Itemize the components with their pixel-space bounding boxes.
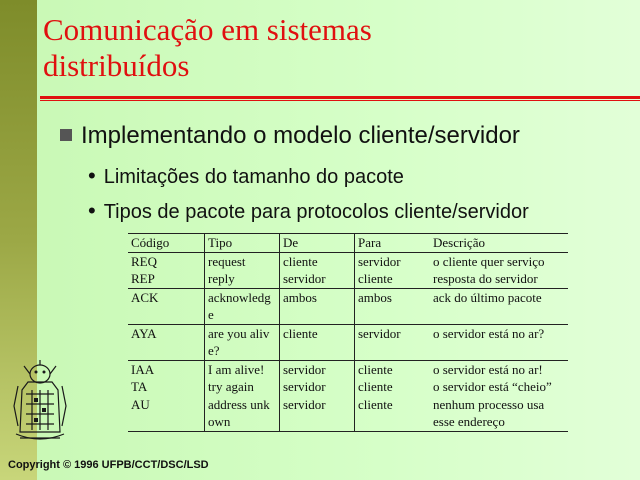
sub-bullet-text: Limitações do tamanho do pacote — [103, 166, 404, 188]
cell-line: cliente — [283, 253, 318, 269]
cell-line: resposta do servidor — [433, 271, 538, 286]
dot-bullet-icon: • — [88, 198, 96, 223]
cell-line: servidor — [283, 361, 326, 377]
packet-types-table — [128, 233, 568, 432]
table-row — [128, 324, 568, 360]
cell-tipo — [205, 252, 280, 288]
header-codigo: Código — [128, 234, 205, 253]
cell-codigo: AYA — [128, 324, 205, 360]
cell-de — [280, 360, 355, 431]
title-underline — [40, 96, 640, 99]
cell-line: address unkown — [208, 396, 270, 429]
cell-codigo: ACK — [128, 288, 205, 324]
cell-line: o cliente quer serviço — [433, 253, 545, 269]
table-header-row — [128, 234, 568, 253]
header-para: Para — [355, 234, 431, 253]
cell-para — [355, 252, 431, 288]
main-bullet — [60, 122, 520, 150]
table-row — [128, 252, 568, 288]
cell-codigo — [128, 360, 205, 431]
cell-line: REQ — [131, 253, 157, 269]
cell-line: cliente — [358, 379, 393, 394]
cell-line: cliente — [358, 271, 393, 286]
title-line-2: distribuídos — [43, 48, 190, 83]
table-row — [128, 288, 568, 324]
cell-tipo: acknowledge — [205, 288, 280, 324]
title-underline-thin — [40, 100, 640, 101]
copyright-notice: Copyright © 1996 UFPB/CCT/DSC/LSD — [8, 459, 209, 471]
cell-line: servidor — [283, 396, 326, 412]
cell-line: servidor — [358, 253, 401, 269]
cell-line: try again — [208, 379, 254, 394]
header-de: De — [280, 234, 355, 253]
sub-bullet-text: Tipos de pacote para protocolos cliente/servidor — [103, 201, 529, 223]
cell-line: request — [208, 253, 246, 269]
cell-line: IAA — [131, 361, 155, 377]
cell-line: servidor — [283, 379, 326, 394]
table-row — [128, 360, 568, 431]
cell-line: servidor — [283, 271, 326, 286]
cell-de: cliente — [280, 324, 355, 360]
slide-title — [43, 12, 603, 84]
cell-codigo — [128, 252, 205, 288]
cell-line: AU — [131, 396, 150, 412]
cell-tipo: are you alive? — [205, 324, 280, 360]
cell-para: ambos — [355, 288, 431, 324]
cell-line: cliente — [358, 396, 393, 412]
square-bullet-icon — [60, 129, 72, 141]
cell-descricao — [430, 360, 568, 431]
cell-line: reply — [208, 271, 235, 286]
sub-bullet-2 — [88, 198, 529, 224]
cell-line: o servidor está “cheio” — [433, 379, 552, 394]
cell-line: REP — [131, 271, 155, 286]
header-descricao: Descrição — [430, 234, 568, 253]
cell-line: cliente — [358, 361, 393, 377]
cell-line: nenhum processo usa esse endereço — [433, 396, 545, 429]
cell-line: o servidor está no ar! — [433, 361, 543, 377]
main-bullet-text: Implementando o modelo cliente/servidor — [81, 122, 520, 149]
ufpb-crest-icon — [10, 360, 70, 446]
cell-para: servidor — [355, 324, 431, 360]
cell-line: I am alive! — [208, 361, 265, 377]
dot-bullet-icon: • — [88, 163, 96, 188]
cell-line: TA — [131, 379, 148, 394]
sub-bullet-1 — [88, 163, 404, 189]
cell-tipo — [205, 360, 280, 431]
cell-de — [280, 252, 355, 288]
cell-para — [355, 360, 431, 431]
header-tipo: Tipo — [205, 234, 280, 253]
title-line-1: Comunicação em sistemas — [43, 12, 372, 47]
cell-descricao: o servidor está no ar? — [430, 324, 568, 360]
cell-descricao: ack do último pacote — [430, 288, 568, 324]
cell-de: ambos — [280, 288, 355, 324]
cell-descricao — [430, 252, 568, 288]
